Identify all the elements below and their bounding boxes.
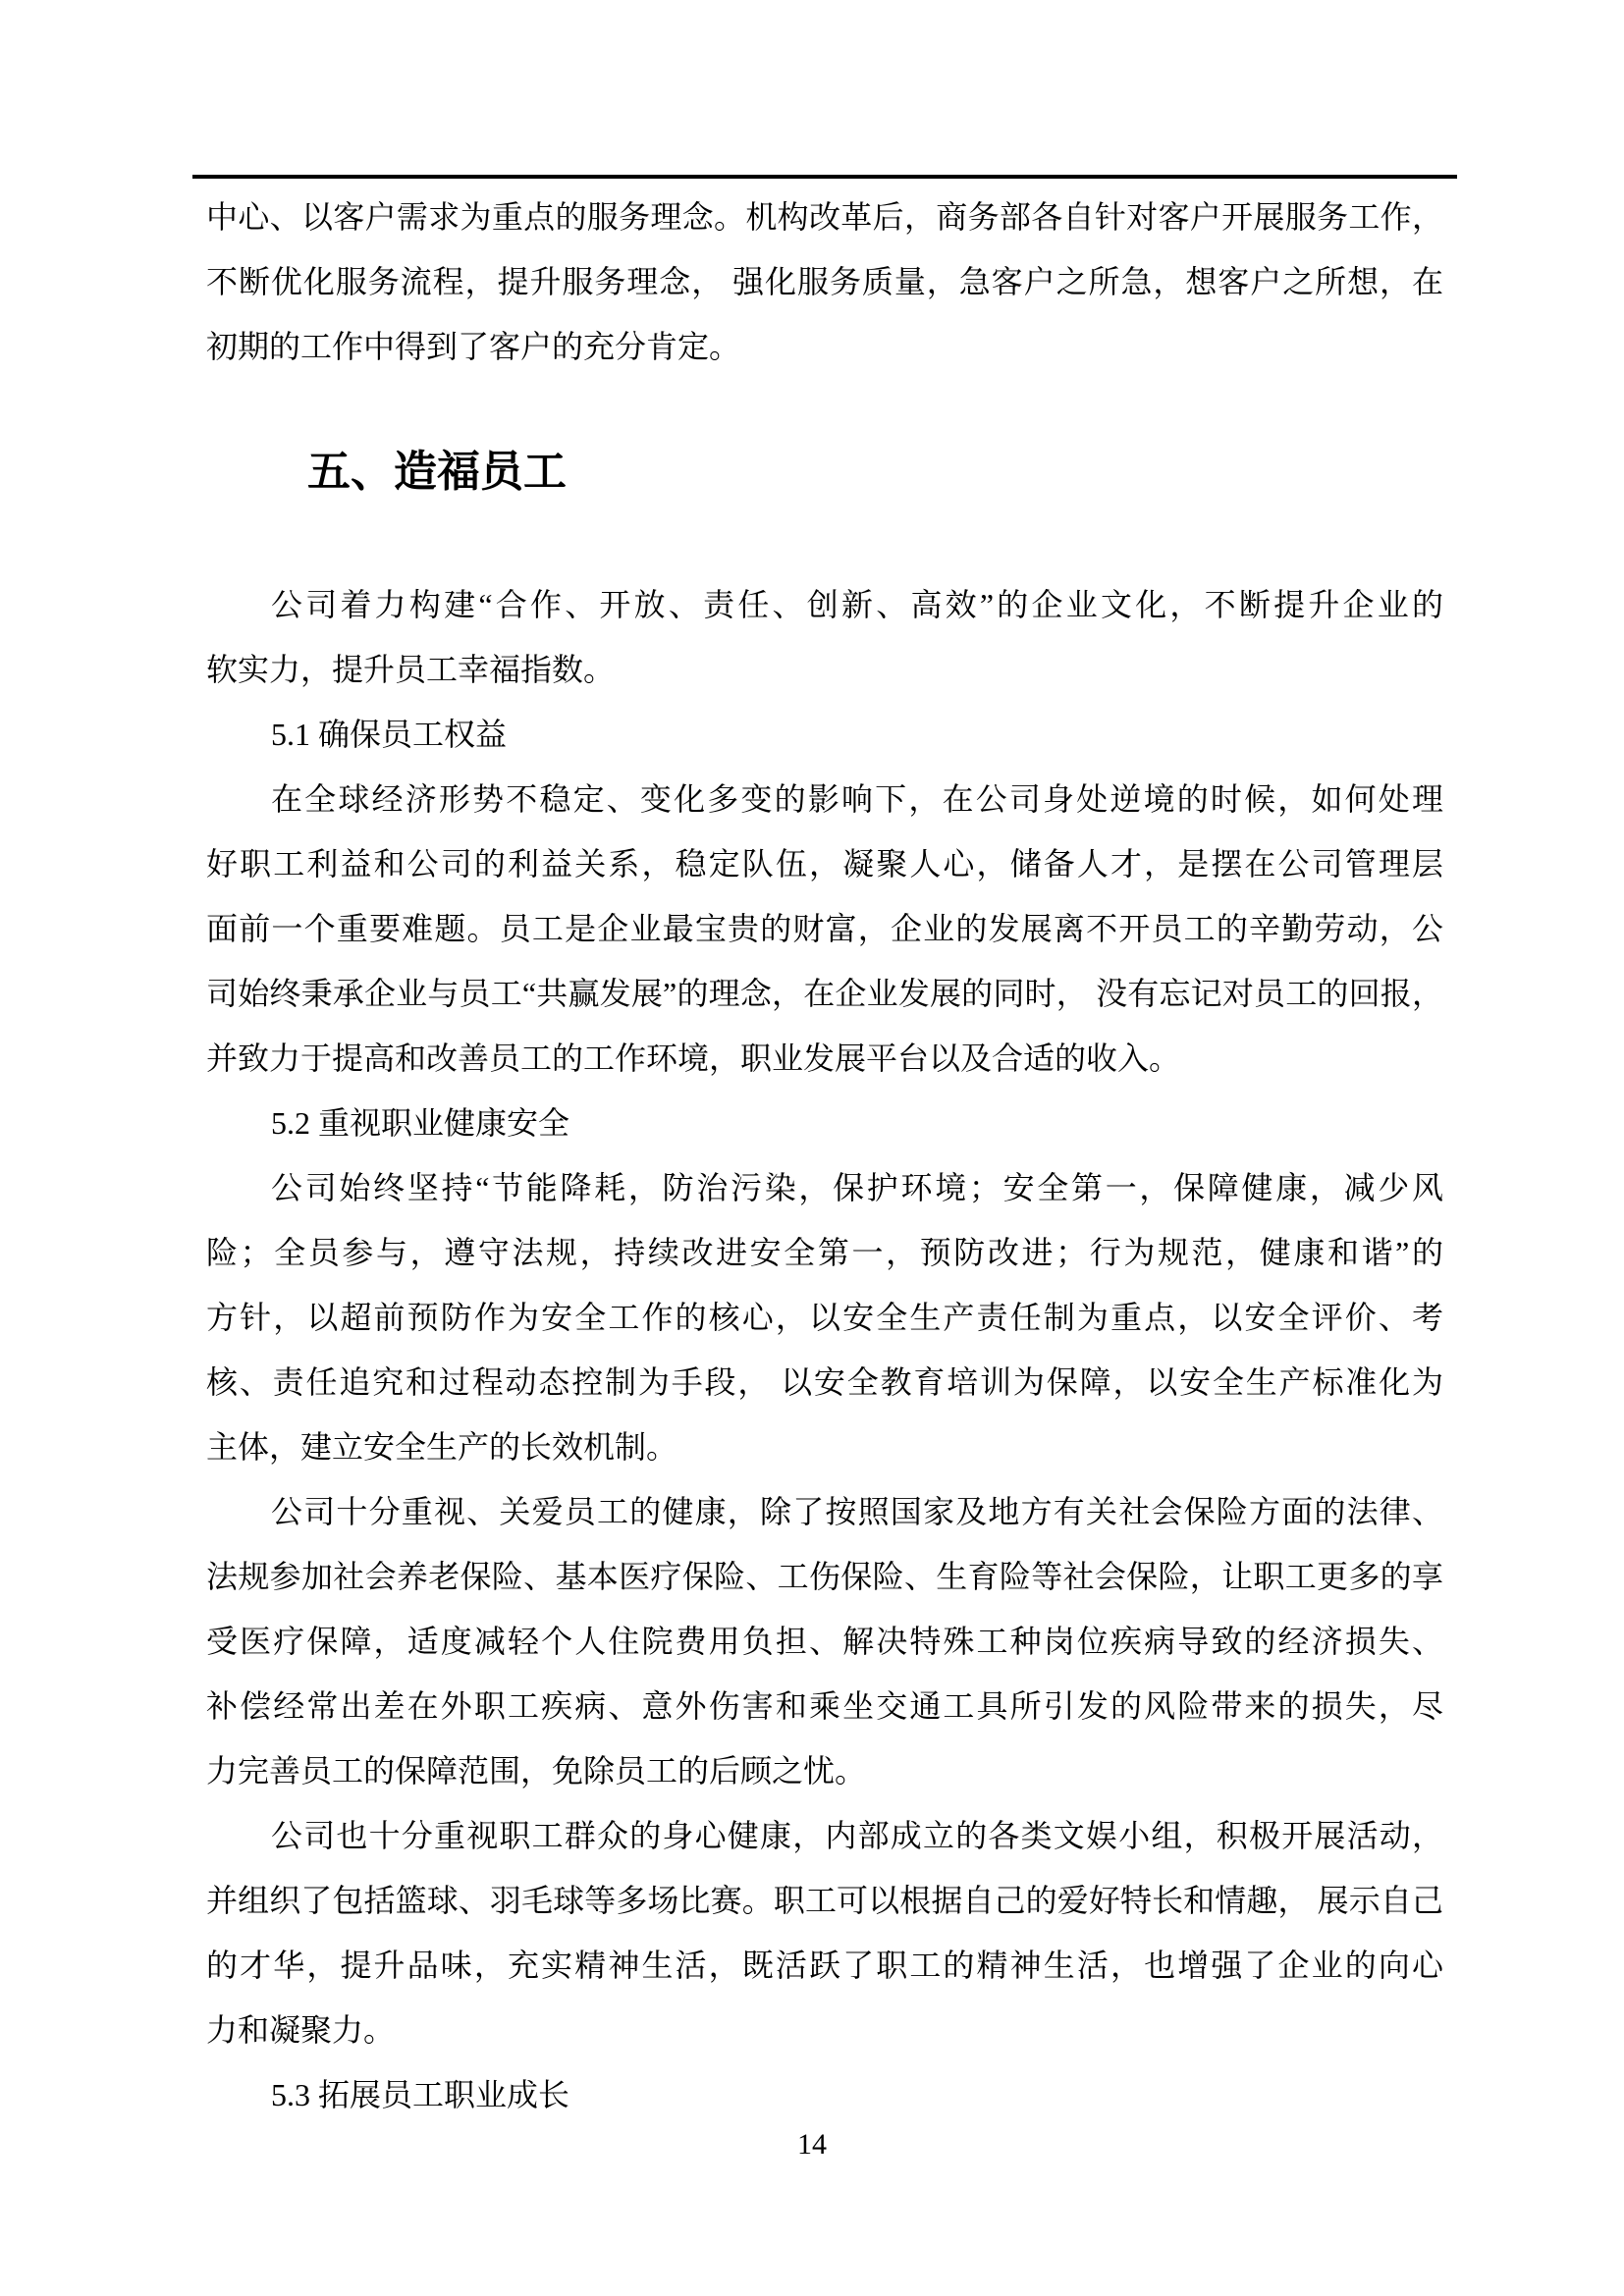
text-line: 软实力，提升员工幸福指数。: [206, 652, 616, 687]
text-line: 在全球经济形势不稳定、变化多变的影响下，在公司身处逆境的时候，如何处理: [271, 781, 1443, 817]
text-line: 主体，建立安全生产的长效机制。: [206, 1429, 678, 1465]
text-line: 公司十分重视、关爱员工的健康，除了按照国家及地方有关社会保险方面的法律、: [271, 1494, 1443, 1529]
text-line: 5.2 重视职业健康安全: [271, 1105, 570, 1141]
document-body: [206, 185, 1443, 2127]
text-line: 5.1 确保员工权益: [271, 717, 508, 752]
text-line: 方针，以超前预防作为安全工作的核心，以安全生产责任制为重点，以安全评价、考: [206, 1300, 1443, 1335]
section-heading: 五、造福员工: [307, 448, 567, 496]
text-line: 面前一个重要难题。员工是企业最宝贵的财富，企业的发展离不开员工的辛勤劳动，公: [206, 911, 1443, 946]
text-line: 5.3 拓展员工职业成长: [271, 2077, 570, 2112]
text-line: 险；全员参与，遵守法规，持续改进安全第一，预防改进；行为规范，健康和谐”的: [206, 1235, 1443, 1270]
text-line: 公司始终坚持“节能降耗，防治污染，保护环境；安全第一，保障健康，减少风: [271, 1170, 1443, 1205]
text-line: 核、责任追究和过程动态控制为手段， 以安全教育培训为保障，以安全生产标准化为: [206, 1364, 1443, 1400]
text-line: 中心、以客户需求为重点的服务理念。机构改革后，商务部各自针对客户开展服务工作，: [206, 199, 1443, 235]
text-line: 力和凝聚力。: [206, 2012, 396, 2048]
text-line: 法规参加社会养老保险、基本医疗保险、工伤保险、生育险等社会保险，让职工更多的享: [206, 1559, 1443, 1594]
text-line: 司始终秉承企业与员工“共赢发展”的理念，在企业发展的同时， 没有忘记对员工的回报，: [206, 976, 1443, 1011]
text-line: 公司也十分重视职工群众的身心健康，内部成立的各类文娱小组，积极开展活动，: [271, 1818, 1443, 1853]
text-line: 并组织了包括篮球、羽毛球等多场比赛。职工可以根据自己的爱好特长和情趣， 展示自己: [206, 1883, 1443, 1918]
text-line: 公司着力构建“合作、开放、责任、创新、高效”的企业文化，不断提升企业的: [271, 587, 1443, 622]
text-line: 受医疗保障，适度减轻个人住院费用负担、解决特殊工种岗位疾病导致的经济损失、: [206, 1624, 1443, 1659]
text-line: 的才华，提升品味，充实精神生活，既活跃了职工的精神生活，也增强了企业的向心: [206, 1948, 1443, 1983]
header-rule: [192, 175, 1457, 179]
text-line: 不断优化服务流程，提升服务理念， 强化服务质量，急客户之所急，想客户之所想，在: [206, 264, 1443, 299]
text-line: 补偿经常出差在外职工疾病、意外伤害和乘坐交通工具所引发的风险带来的损失，尽: [206, 1688, 1443, 1724]
page-number: 14: [797, 2128, 827, 2161]
text-line: 初期的工作中得到了客户的充分肯定。: [206, 329, 741, 364]
text-line: 并致力于提高和改善员工的工作环境，职业发展平台以及合适的收入。: [206, 1041, 1181, 1076]
text-line: 力完善员工的保障范围，免除员工的后顾之忧。: [206, 1753, 867, 1789]
text-line: 好职工利益和公司的利益关系，稳定队伍，凝聚人心，储备人才，是摆在公司管理层: [206, 846, 1443, 881]
